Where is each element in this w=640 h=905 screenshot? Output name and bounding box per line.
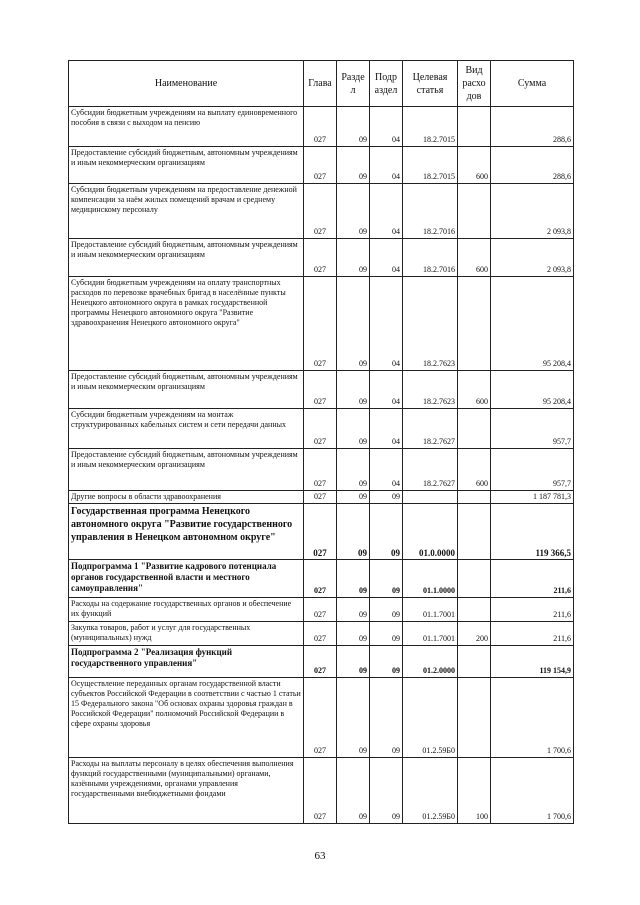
row-target: 18.2.7627: [403, 449, 458, 491]
row-vid: [458, 560, 491, 598]
row-name: Субсидии бюджетным учреждениям на монтаж структурированных кабельных систем и сети передачи данных: [69, 409, 304, 449]
row-glava: 027: [304, 409, 337, 449]
row-name: Подпрограмма 2 "Реализация функций государственного управления": [69, 646, 304, 678]
row-sum: 2 093,8: [491, 239, 574, 277]
table-row: [69, 491, 574, 504]
row-name: Предоставление субсидий бюджетным, автономным учреждениям и иным некоммерческим организациям: [69, 371, 304, 409]
row-vid: [458, 409, 491, 449]
row-glava: 027: [304, 491, 337, 504]
row-sum: 288,6: [491, 107, 574, 147]
row-name: Предоставление субсидий бюджетным, автономным учреждениям и иным некоммерческим организациям: [69, 239, 304, 277]
row-razdel: 09: [337, 491, 370, 504]
row-sum: 211,6: [491, 622, 574, 646]
table-row: [69, 449, 574, 491]
row-podrazdel: 04: [370, 277, 403, 371]
row-sum: 211,6: [491, 560, 574, 598]
row-sum: 119 154,9: [491, 646, 574, 678]
table-row: [69, 371, 574, 409]
header-name: Наименование: [69, 61, 304, 107]
row-glava: 027: [304, 758, 337, 824]
row-target: 01.2.59Б0: [403, 678, 458, 758]
row-razdel: 09: [337, 598, 370, 622]
row-podrazdel: 04: [370, 371, 403, 409]
row-glava: 027: [304, 646, 337, 678]
row-glava: 027: [304, 239, 337, 277]
row-glava: 027: [304, 598, 337, 622]
row-target: 01.0.0000: [403, 504, 458, 560]
row-sum: 95 208,4: [491, 371, 574, 409]
budget-table-container: [68, 60, 573, 824]
table-row: [69, 277, 574, 371]
table-row: [69, 409, 574, 449]
row-vid: [458, 184, 491, 239]
row-podrazdel: 09: [370, 504, 403, 560]
row-sum: 288,6: [491, 147, 574, 184]
row-target: 18.2.7015: [403, 147, 458, 184]
row-target: 01.1.7001: [403, 598, 458, 622]
row-vid: [458, 277, 491, 371]
table-header-row: [69, 61, 574, 107]
row-vid: 600: [458, 449, 491, 491]
row-razdel: 09: [337, 239, 370, 277]
header-sum: Сумма: [491, 61, 574, 107]
row-name: Предоставление субсидий бюджетным, автономным учреждениям и иным некоммерческим организациям: [69, 147, 304, 184]
table-row: [69, 678, 574, 758]
header-target: Целевая статья: [403, 61, 458, 107]
row-sum: 1 700,6: [491, 758, 574, 824]
row-sum: 95 208,4: [491, 277, 574, 371]
row-glava: 027: [304, 449, 337, 491]
row-podrazdel: 04: [370, 107, 403, 147]
row-target: 01.1.7001: [403, 622, 458, 646]
table-row: [69, 598, 574, 622]
table-row: [69, 560, 574, 598]
row-target: 01.1.0000: [403, 560, 458, 598]
row-name: Расходы на содержание государственных органов и обеспечение их функций: [69, 598, 304, 622]
header-glava: Глава: [304, 61, 337, 107]
row-vid: 600: [458, 371, 491, 409]
row-vid: 200: [458, 622, 491, 646]
row-sum: 211,6: [491, 598, 574, 622]
row-sum: 119 366,5: [491, 504, 574, 560]
row-podrazdel: 09: [370, 598, 403, 622]
table-row: [69, 504, 574, 560]
row-glava: 027: [304, 147, 337, 184]
row-name: Расходы на выплаты персоналу в целях обеспечения выполнения функций государственными (муниципальными) органами, казёнными учреждениями, органами управления государственными внебюджетными фондами: [69, 758, 304, 824]
row-name: Государственная программа Ненецкого автономного округа "Развитие государственного управления в Ненецком автономном округе": [69, 504, 304, 560]
row-vid: [458, 504, 491, 560]
row-podrazdel: 09: [370, 758, 403, 824]
row-target: 18.2.7623: [403, 277, 458, 371]
row-name: Осуществление переданных органам государственной власти субъектов Российской Федерации в соответствии с частью 1 статьи 15 Федерального закона "Об основах охраны здоровья граждан в Российской Федерации" полномочий Российской Федерации в сфере охраны здоровья: [69, 678, 304, 758]
row-name: Субсидии бюджетным учреждениям на предоставление денежной компенсации за наём жилых помещений врачам и среднему медицинскому персоналу: [69, 184, 304, 239]
row-target: 18.2.7627: [403, 409, 458, 449]
row-sum: 1 187 781,3: [491, 491, 574, 504]
table-row: [69, 239, 574, 277]
budget-table: [68, 60, 574, 824]
row-glava: 027: [304, 277, 337, 371]
row-podrazdel: 04: [370, 239, 403, 277]
row-glava: 027: [304, 371, 337, 409]
row-podrazdel: 04: [370, 184, 403, 239]
row-glava: 027: [304, 560, 337, 598]
row-vid: 600: [458, 239, 491, 277]
table-row: [69, 147, 574, 184]
row-name: Предоставление субсидий бюджетным, автономным учреждениям и иным некоммерческим организациям: [69, 449, 304, 491]
row-razdel: 09: [337, 504, 370, 560]
row-sum: 957,7: [491, 449, 574, 491]
row-sum: 957,7: [491, 409, 574, 449]
row-target: 18.2.7015: [403, 107, 458, 147]
row-target: 01.2.59Б0: [403, 758, 458, 824]
row-razdel: 09: [337, 277, 370, 371]
row-vid: [458, 491, 491, 504]
table-row: [69, 758, 574, 824]
row-name: Субсидии бюджетным учреждениям на оплату транспортных расходов по перевозке врачебных бригад в населённые пункты Ненецкого автономного округа в рамках государственной программы Ненецкого автономного округа "Развитие здравоохранения Ненецкого автономного округа": [69, 277, 304, 371]
row-razdel: 09: [337, 678, 370, 758]
row-vid: [458, 107, 491, 147]
row-glava: 027: [304, 107, 337, 147]
header-vid: Вид расхо дов: [458, 61, 491, 107]
row-vid: 600: [458, 147, 491, 184]
row-glava: 027: [304, 622, 337, 646]
row-podrazdel: 09: [370, 622, 403, 646]
row-vid: [458, 646, 491, 678]
header-razdel: Разде л: [337, 61, 370, 107]
row-razdel: 09: [337, 107, 370, 147]
row-podrazdel: 04: [370, 449, 403, 491]
row-razdel: 09: [337, 646, 370, 678]
row-razdel: 09: [337, 449, 370, 491]
row-podrazdel: 09: [370, 646, 403, 678]
row-razdel: 09: [337, 560, 370, 598]
row-razdel: 09: [337, 371, 370, 409]
row-podrazdel: 04: [370, 409, 403, 449]
row-vid: [458, 598, 491, 622]
row-name: Другие вопросы в области здравоохранения: [69, 491, 304, 504]
row-razdel: 09: [337, 409, 370, 449]
row-sum: 1 700,6: [491, 678, 574, 758]
table-row: [69, 107, 574, 147]
table-row: [69, 184, 574, 239]
row-target: [403, 491, 458, 504]
row-name: Подпрограмма 1 "Развитие кадрового потенциала органов государственной власти и местного самоуправления": [69, 560, 304, 598]
row-name: Субсидии бюджетным учреждениям на выплату единовременного пособия в связи с выходом на пенсию: [69, 107, 304, 147]
row-target: 01.2.0000: [403, 646, 458, 678]
header-podrazdel: Подр аздел: [370, 61, 403, 107]
row-vid: [458, 678, 491, 758]
row-podrazdel: 09: [370, 560, 403, 598]
page-number: 63: [314, 850, 326, 862]
table-row: [69, 646, 574, 678]
row-razdel: 09: [337, 147, 370, 184]
row-target: 18.2.7016: [403, 184, 458, 239]
row-razdel: 09: [337, 184, 370, 239]
row-razdel: 09: [337, 758, 370, 824]
row-glava: 027: [304, 678, 337, 758]
row-razdel: 09: [337, 622, 370, 646]
row-target: 18.2.7016: [403, 239, 458, 277]
row-sum: 2 093,8: [491, 184, 574, 239]
row-podrazdel: 04: [370, 147, 403, 184]
row-name: Закупка товаров, работ и услуг для государственных (муниципальных) нужд: [69, 622, 304, 646]
row-podrazdel: 09: [370, 678, 403, 758]
table-row: [69, 622, 574, 646]
row-podrazdel: 09: [370, 491, 403, 504]
row-vid: 100: [458, 758, 491, 824]
row-glava: 027: [304, 184, 337, 239]
row-glava: 027: [304, 504, 337, 560]
row-target: 18.2.7623: [403, 371, 458, 409]
